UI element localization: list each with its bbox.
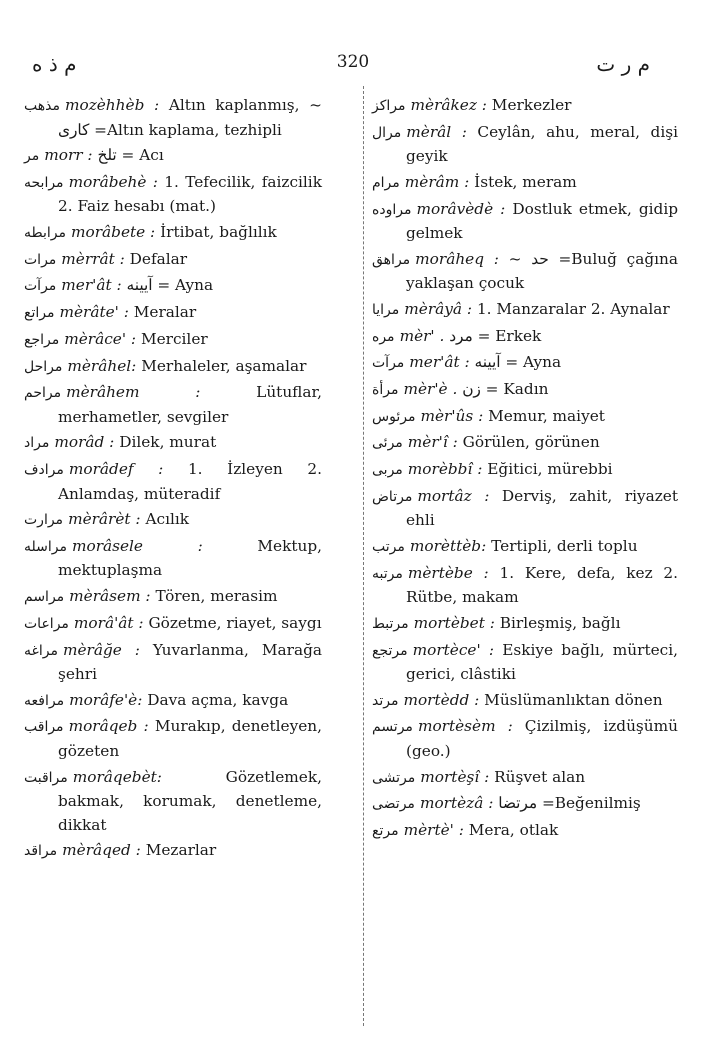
entry-headword: morâqeb : xyxy=(68,717,149,736)
dictionary-entry xyxy=(24,355,322,380)
entry-arabic: مرتجع xyxy=(372,642,408,659)
entry-definition: Meralar xyxy=(133,303,197,322)
dictionary-entry xyxy=(372,612,678,637)
entry-definition: Yuvarlanma, Marağa şehri xyxy=(58,640,322,683)
entry-arabic: مرتاض xyxy=(372,488,413,505)
header-right-letters: م ر ت xyxy=(596,52,650,76)
entry-arabic: مرتب xyxy=(372,538,405,555)
entry-headword: mortèbet : xyxy=(413,613,495,632)
entry-headword: mortèzâ : xyxy=(419,794,494,813)
entry-arabic: مرئوس xyxy=(372,408,416,425)
entry-headword: mortèce' : xyxy=(412,640,495,659)
dictionary-entry xyxy=(24,689,322,714)
dictionary-entry xyxy=(24,248,322,273)
entry-headword: mèrtèbe : xyxy=(407,563,489,582)
entry-arabic: مرتد xyxy=(372,692,399,709)
entry-headword: mèrâhem : xyxy=(66,383,201,402)
dictionary-entry xyxy=(24,144,322,169)
entry-arabic: مرات xyxy=(24,251,57,268)
entry-headword: mèr'î : xyxy=(407,433,458,452)
entry-definition: مرد = Erkek xyxy=(449,326,542,345)
entry-headword: mèrâm : xyxy=(404,172,470,191)
entry-headword: morèbbî : xyxy=(407,460,483,479)
dictionary-entry xyxy=(24,585,322,610)
column-divider xyxy=(363,86,364,1026)
entry-definition: آیینه = Ayna xyxy=(126,276,214,295)
entry-definition: Rüşvet alan xyxy=(494,767,586,786)
entry-headword: mèr'è . xyxy=(403,380,458,398)
entry-definition: Dostluk etmek, gidip gelmek xyxy=(406,199,679,243)
entry-arabic: مراقب xyxy=(24,719,64,736)
dictionary-entry xyxy=(372,121,678,169)
entry-definition: İrtibat, bağlılık xyxy=(160,223,277,242)
dictionary-entry xyxy=(372,171,678,196)
entry-definition: Mera, otlak xyxy=(468,820,559,839)
entry-headword: mèrâyâ : xyxy=(404,299,473,318)
entry-headword: morâdef : xyxy=(68,460,164,479)
entry-arabic: مراجع xyxy=(24,331,60,348)
dictionary-entry xyxy=(24,766,322,838)
dictionary-entry xyxy=(24,221,322,246)
entry-headword: mèrâhel: xyxy=(67,356,137,375)
dictionary-entry xyxy=(372,458,678,483)
page-number: 320 xyxy=(336,52,370,72)
entry-definition: Ceylân, ahu, meral, dişi geyik xyxy=(406,122,678,166)
dictionary-entry xyxy=(372,792,678,817)
entry-definition: ~ حد =Buluğ çağına yaklaşan çocuk xyxy=(406,249,678,293)
entry-definition: Memur, maiyet xyxy=(488,406,605,425)
entry-definition: İstek, meram xyxy=(474,172,577,191)
entry-arabic: مرتشی xyxy=(372,769,416,786)
dictionary-entry xyxy=(24,458,322,506)
entry-arabic: مرتبط xyxy=(372,615,409,632)
entry-definition: 1. Tefecilik, faizcilik 2. Faiz hesabı (mat.) xyxy=(58,172,322,216)
entry-arabic: مرتبه xyxy=(372,565,403,582)
dictionary-entry xyxy=(372,535,678,560)
page-header xyxy=(0,46,706,76)
entry-arabic: مرادف xyxy=(24,462,64,479)
dictionary-entry xyxy=(24,94,322,142)
entry-definition: Dava açma, kavga xyxy=(147,690,289,709)
dictionary-entry xyxy=(24,381,322,429)
dictionary-entry xyxy=(372,94,678,119)
dictionary-entry xyxy=(372,298,678,323)
dictionary-entry xyxy=(372,485,678,533)
entry-arabic: مراحم xyxy=(24,385,62,402)
entry-definition: Acılık xyxy=(145,510,190,529)
entry-arabic: مراقد xyxy=(24,843,58,860)
entry-arabic: مرأة xyxy=(372,382,399,398)
entry-headword: morâvèdè : xyxy=(416,199,506,218)
entry-arabic: مرتسم xyxy=(372,719,413,736)
dictionary-entry xyxy=(372,378,678,403)
entry-definition: Tertipli, derli toplu xyxy=(491,536,638,555)
dictionary-entry xyxy=(24,171,322,219)
dictionary-entry xyxy=(372,819,678,844)
entry-headword: mer'ât : xyxy=(61,276,122,295)
entry-definition: 1. Manzaralar 2. Aynalar xyxy=(476,299,670,318)
header-left-letters: م ذ ه xyxy=(32,52,77,76)
entry-arabic: مراوده xyxy=(372,201,412,218)
dictionary-entry xyxy=(372,715,678,763)
entry-definition: Tören, merasim xyxy=(155,587,278,606)
entry-headword: mèr'ûs : xyxy=(420,406,484,425)
entry-definition: تلخ = Acı xyxy=(97,146,164,165)
left-column xyxy=(24,94,322,866)
entry-definition: Defalar xyxy=(129,249,188,268)
entry-definition: Merciler xyxy=(140,329,208,348)
entry-headword: morâsele : xyxy=(71,536,203,555)
entry-arabic: مرافعه xyxy=(24,692,65,709)
dictionary-entry xyxy=(24,612,322,637)
entry-arabic: مراهق xyxy=(372,251,411,268)
entry-arabic: مرارت xyxy=(24,512,64,529)
entry-arabic: مرام xyxy=(372,174,400,191)
entry-headword: mozèhhèb : xyxy=(64,96,160,114)
entry-arabic: مراسله xyxy=(24,538,67,555)
entry-definition: Lütuflar, merhametler, sevgiler xyxy=(58,383,322,426)
entry-headword: mèrârèt : xyxy=(68,510,141,529)
entry-definition: آیینه = Ayna xyxy=(474,353,562,372)
entry-arabic: مره xyxy=(372,328,395,345)
entry-definition: Merhaleler, aşamalar xyxy=(141,356,307,375)
dictionary-entry xyxy=(372,431,678,456)
entry-headword: morâbehè : xyxy=(68,172,158,191)
dictionary-entry xyxy=(24,328,322,353)
entry-arabic: مرآت xyxy=(372,355,405,372)
entry-headword: morâheq : xyxy=(415,249,499,268)
entry-definition: زن = Kadın xyxy=(462,380,549,398)
entry-arabic: مربی xyxy=(372,462,403,479)
entry-definition: Altın kaplanmış, ~ کاری =Altın kaplama, tezhipli xyxy=(58,96,322,139)
entry-arabic: مرابطه xyxy=(24,225,66,242)
entry-headword: mer'ât : xyxy=(409,353,470,372)
entry-arabic: مراعات xyxy=(24,615,69,632)
entry-arabic: مراتع xyxy=(24,305,55,322)
entry-arabic: مراد xyxy=(24,435,50,452)
entry-headword: morâd : xyxy=(54,433,115,452)
entry-definition: Mezarlar xyxy=(145,841,217,860)
entry-headword: mèrâce' : xyxy=(64,329,137,348)
dictionary-entry xyxy=(372,405,678,430)
entry-headword: mèrtè' : xyxy=(403,820,464,839)
entry-arabic: مراقبت xyxy=(24,769,68,786)
entry-arabic: مراحل xyxy=(24,358,63,375)
entry-headword: mortâz : xyxy=(417,486,490,505)
dictionary-entry xyxy=(372,351,678,376)
entry-headword: morâqebèt: xyxy=(72,767,162,786)
entry-headword: mèrâsem : xyxy=(69,587,151,606)
entry-arabic: مرتع xyxy=(372,822,399,839)
entry-arabic: مرال xyxy=(372,124,402,141)
dictionary-entry xyxy=(372,689,678,714)
entry-definition: مرتضا =Beğenilmiş xyxy=(498,794,641,813)
entry-headword: mèrâğe : xyxy=(62,640,140,659)
right-column xyxy=(372,94,678,846)
entry-definition: Mektup, mektuplaşma xyxy=(58,536,322,580)
entry-headword: mèrâte' : xyxy=(59,303,129,322)
entry-arabic: مرایا xyxy=(372,301,400,318)
dictionary-entry xyxy=(372,248,678,296)
entry-definition: Müslümanlıktan dönen xyxy=(484,690,663,709)
entry-headword: morâ'ât : xyxy=(73,613,144,632)
entry-headword: mortèşî : xyxy=(420,767,490,786)
dictionary-entry xyxy=(24,431,322,456)
entry-definition: Merkezler xyxy=(491,96,572,114)
entry-headword: mèrrât : xyxy=(61,249,125,268)
entry-headword: mortèsèm : xyxy=(417,717,513,736)
entry-definition: 1. İzleyen 2. Anlamdaş, müteradif xyxy=(58,460,322,503)
entry-definition: Dilek, murat xyxy=(119,433,217,452)
entry-definition: Çizilmiş, izdüşümü (geo.) xyxy=(406,717,678,760)
dictionary-entry xyxy=(372,766,678,791)
entry-definition: Gözetlemek, bakmak, korumak, denetleme, dikkat xyxy=(58,767,322,834)
entry-arabic: مرابحه xyxy=(24,174,64,191)
entry-arabic: مرتضی xyxy=(372,796,415,813)
dictionary-entry xyxy=(372,639,678,687)
entry-headword: morèttèb: xyxy=(409,536,487,555)
entry-definition: Görülen, görünen xyxy=(462,433,600,452)
dictionary-entry xyxy=(372,198,678,246)
dictionary-entry xyxy=(24,639,322,687)
entry-headword: morr : xyxy=(44,146,93,165)
entry-headword: mèrâl : xyxy=(406,122,467,141)
entry-definition: Derviş, zahit, riyazet ehli xyxy=(406,486,678,530)
entry-definition: 1. Kere, defa, kez 2. Rütbe, makam xyxy=(406,563,678,607)
dictionary-entry xyxy=(24,508,322,533)
dictionary-entry xyxy=(372,325,678,350)
entry-arabic: مراکز xyxy=(372,98,406,114)
entry-definition: Eğitici, mürebbi xyxy=(487,460,613,479)
entry-headword: mèr' . xyxy=(399,326,445,345)
entry-headword: mortèdd : xyxy=(403,690,480,709)
entry-arabic: مرآت xyxy=(24,278,57,295)
entry-definition: Murakıp, denetleyen, gözeten xyxy=(58,717,322,760)
dictionary-entry xyxy=(24,715,322,763)
dictionary-entry xyxy=(24,839,322,864)
entry-headword: mèrâkez : xyxy=(410,96,487,114)
entry-arabic: مراغه xyxy=(24,642,58,659)
entry-definition: Eskiye bağlı, mürteci, gerici, clâstiki xyxy=(406,640,678,683)
entry-headword: morâbete : xyxy=(71,223,156,242)
entry-headword: morâfe'è: xyxy=(69,690,143,709)
entry-arabic: مراسم xyxy=(24,589,65,606)
entry-headword: mèrâqed : xyxy=(62,841,141,860)
dictionary-entry xyxy=(24,301,322,326)
dictionary-entry xyxy=(372,562,678,610)
entry-definition: Gözetme, riayet, saygı xyxy=(148,613,322,632)
dictionary-entry xyxy=(24,535,322,583)
entry-definition: Birleşmiş, bağlı xyxy=(499,613,621,632)
entry-arabic: مرئی xyxy=(372,435,403,452)
entry-arabic: مر xyxy=(24,148,40,165)
entry-arabic: مذهب xyxy=(24,98,60,114)
dictionary-entry xyxy=(24,274,322,299)
